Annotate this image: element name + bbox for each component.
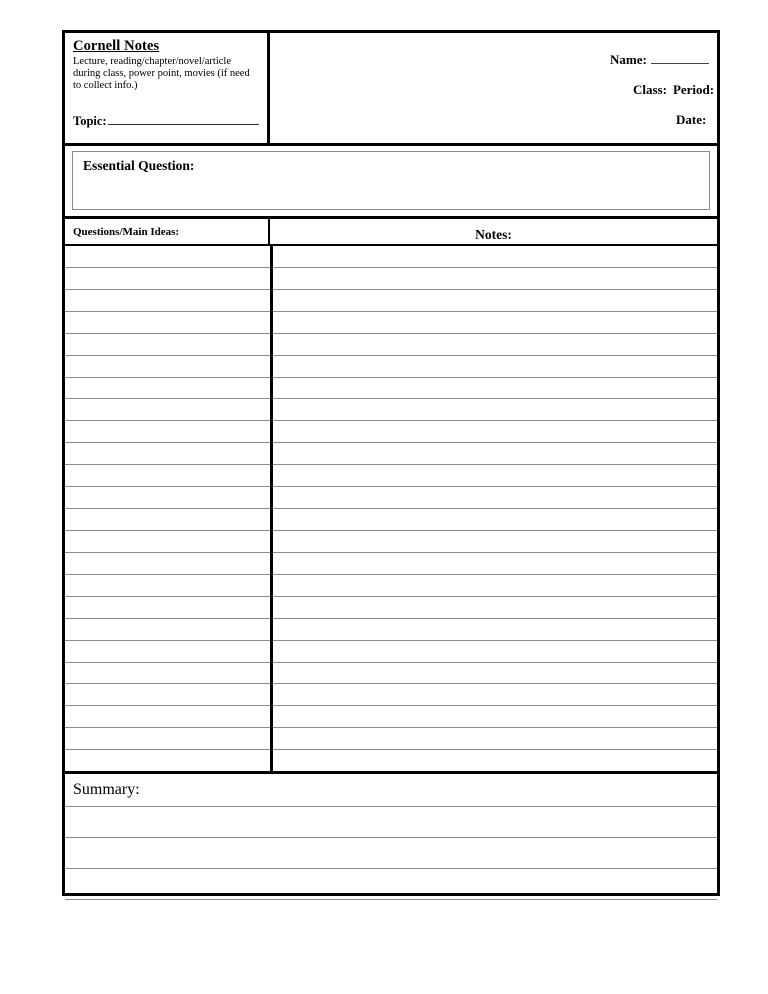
- column-header-row: [65, 219, 717, 246]
- cornell-notes-sheet: [62, 30, 720, 896]
- summary-line[interactable]: [65, 838, 717, 869]
- questions-column-label: Questions/Main Ideas:: [73, 225, 180, 238]
- note-row[interactable]: [65, 268, 717, 290]
- note-row[interactable]: [65, 663, 717, 685]
- notes-column-header: [270, 219, 717, 244]
- header-left-cell: [65, 33, 270, 143]
- notes-column-divider: [270, 246, 273, 771]
- document-description: Lecture, reading/chapter/novel/article during class, power point, movies (if need to collect info.): [73, 55, 250, 92]
- note-row[interactable]: [65, 684, 717, 706]
- notes-row-list: [65, 246, 717, 771]
- class-period-field-group[interactable]: [633, 81, 715, 98]
- note-row[interactable]: [65, 575, 717, 597]
- summary-label: Summary:: [73, 781, 140, 798]
- topic-input-rule[interactable]: [108, 113, 259, 125]
- header-band: [65, 33, 717, 146]
- essential-question-box[interactable]: [72, 151, 710, 210]
- note-row[interactable]: [65, 487, 717, 509]
- summary-line-list: [65, 807, 717, 931]
- note-row[interactable]: [65, 641, 717, 663]
- name-label: Name:: [610, 52, 647, 67]
- note-row[interactable]: [65, 509, 717, 531]
- name-field[interactable]: [610, 51, 709, 68]
- note-row[interactable]: [65, 553, 717, 575]
- summary-line[interactable]: [65, 900, 717, 931]
- note-row[interactable]: [65, 399, 717, 421]
- date-field[interactable]: [676, 111, 709, 128]
- note-row[interactable]: [65, 334, 717, 356]
- note-row[interactable]: [65, 312, 717, 334]
- page-title: Cornell Notes: [73, 38, 160, 54]
- note-row[interactable]: [65, 246, 717, 268]
- note-row[interactable]: [65, 378, 717, 400]
- topic-field[interactable]: [73, 113, 259, 129]
- note-row[interactable]: [65, 619, 717, 641]
- note-row[interactable]: [65, 465, 717, 487]
- note-row[interactable]: [65, 750, 717, 771]
- note-row[interactable]: [65, 531, 717, 553]
- period-label: Period:: [672, 82, 715, 97]
- summary-line[interactable]: [65, 869, 717, 900]
- note-row[interactable]: [65, 728, 717, 750]
- note-row[interactable]: [65, 597, 717, 619]
- summary-band: [65, 774, 717, 931]
- topic-label: Topic:: [73, 114, 107, 128]
- class-label: Class:: [633, 82, 667, 97]
- questions-column-header: [65, 219, 270, 244]
- note-row[interactable]: [65, 443, 717, 465]
- note-row[interactable]: [65, 290, 717, 312]
- essential-question-band: [65, 146, 717, 219]
- summary-title-row: [65, 774, 717, 807]
- summary-line[interactable]: [65, 807, 717, 838]
- name-input-rule[interactable]: [651, 51, 709, 64]
- notes-grid: [65, 246, 717, 774]
- header-right-cell: [270, 33, 717, 143]
- note-row[interactable]: [65, 421, 717, 443]
- essential-question-label: Essential Question:: [83, 158, 195, 173]
- date-label: Date:: [676, 112, 707, 127]
- notes-column-label: Notes:: [475, 227, 512, 242]
- note-row[interactable]: [65, 356, 717, 378]
- note-row[interactable]: [65, 706, 717, 728]
